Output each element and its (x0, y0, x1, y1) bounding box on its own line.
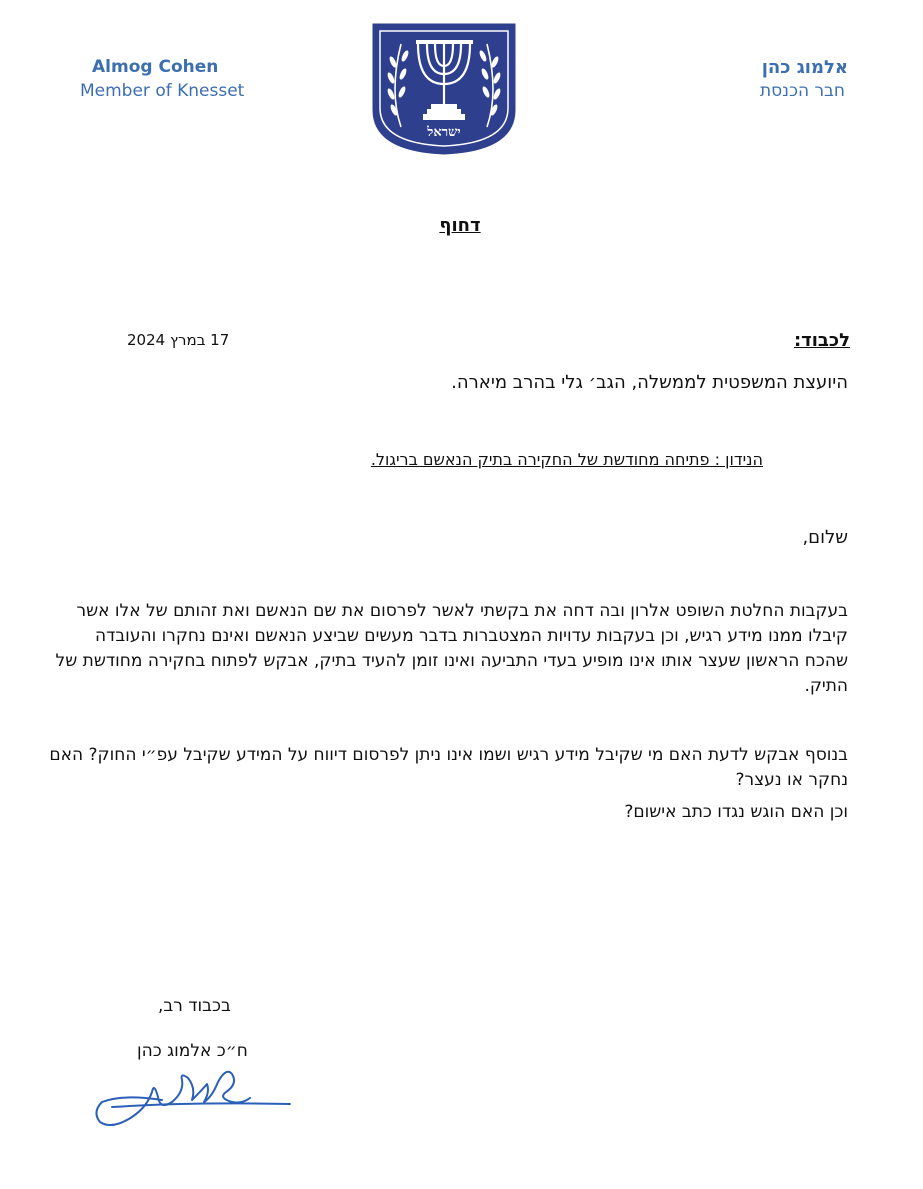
letterhead-name-he: אלמוג כהן (761, 57, 848, 78)
subject-line: הנידון : פתיחה מחודשת של החקירה בתיק הנאשם בריגול. (370, 450, 763, 469)
emblem-text: ישראל (427, 125, 461, 140)
body-paragraph-2: בנוסף אבקש לדעת האם מי שקיבל מידע רגיש ושמו אינו ניתן לפרסום דיווח על המידע שקיבל עפ״י החוק? האם נחקר או נעצר? (49, 745, 848, 790)
body-paragraph-3: וכן האם הוגש נגדו כתב אישום? (624, 802, 848, 822)
recipient-label: לכבוד: (793, 330, 850, 351)
letterhead-name-en: Almog Cohen (92, 57, 219, 77)
urgency-heading: דחוף (439, 215, 481, 236)
closing: בכבוד רב, (158, 996, 231, 1016)
signer-name: ח״כ אלמוג כהן (137, 1041, 248, 1061)
greeting: שלום, (802, 527, 848, 548)
letterhead-role-en: Member of Knesset (80, 81, 245, 101)
handwritten-signature (92, 1062, 297, 1137)
letterhead-role-he: חבר הכנסת (759, 81, 845, 101)
recipient-addressee: היועצת המשפטית לממשלה, הגב׳ גלי בהרב מיארה. (451, 372, 848, 393)
letter-date: 17 במרץ 2024 (127, 331, 230, 349)
body-paragraph-1: בעקבות החלטת השופט אלרון ובה דחה את בקשתי לאשר לפרסום את שם הנאשם ואת זהותם של אלו אשר קיבלו ממנו מידע רגיש, וכן בעקבות עדויות המצטברות בדבר מעשים שביצע הנאשם ואינם נחקרו והעובדה שהכח הראשון שעצר אותו אינו מופיע בעדי התביעה ואינו זומן להעיד בתיק, אבקש לפתוח בחקירה מחודשת של התיק. (55, 601, 848, 696)
knesset-emblem-icon (371, 22, 517, 155)
